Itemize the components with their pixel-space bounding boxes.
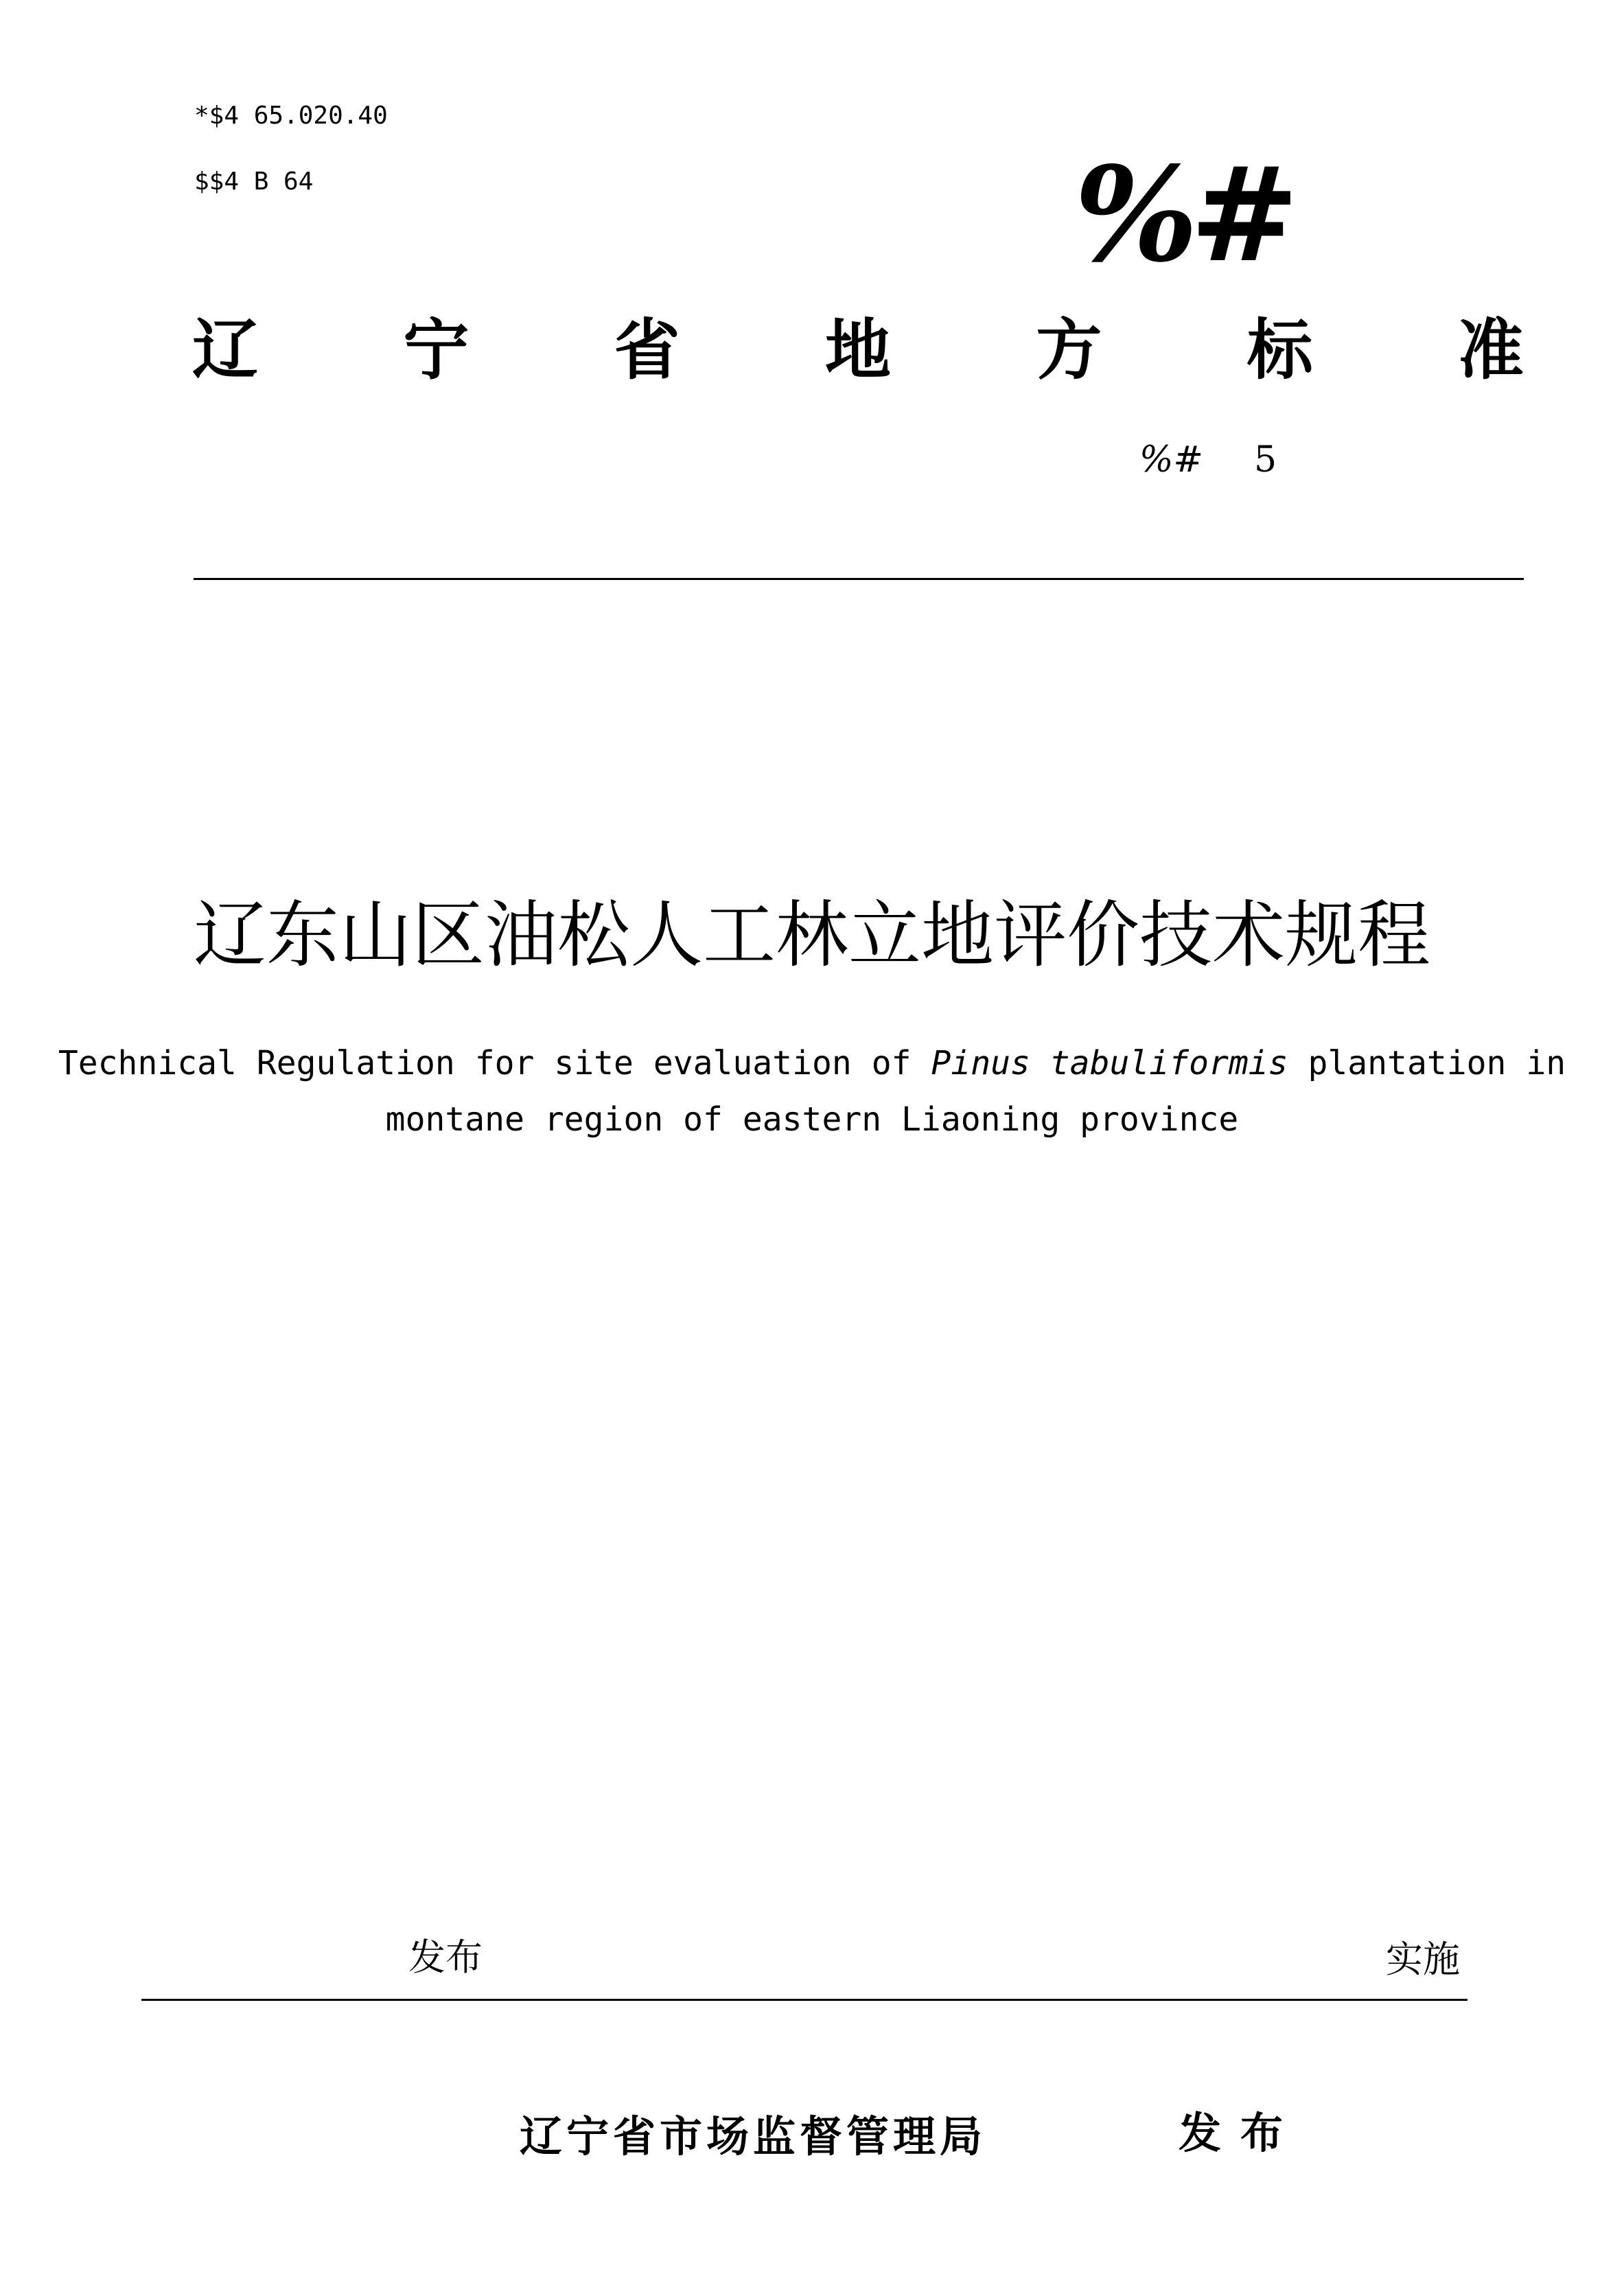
header-divider bbox=[194, 578, 1524, 580]
issuing-action: 发布 bbox=[1179, 2108, 1303, 2158]
ics-code: *$4 65.020.40 bbox=[194, 102, 388, 130]
footer-divider bbox=[141, 1999, 1468, 2001]
implementation-date-label: 实施 bbox=[1386, 1938, 1460, 1981]
standard-number-value: 5 bbox=[1253, 439, 1277, 480]
document-title-english bbox=[0, 1035, 1624, 1148]
issuing-authority: 辽宁省市场监督管理局 bbox=[520, 2111, 987, 2161]
standard-type-heading bbox=[192, 309, 1524, 391]
standard-type-char: 辽 bbox=[192, 312, 258, 389]
standard-type-char: 方 bbox=[1036, 312, 1102, 389]
standard-type-char: 准 bbox=[1457, 312, 1524, 389]
standard-type-char: 地 bbox=[824, 312, 891, 389]
english-title-part-1: Technical Regulation for site evaluation of bbox=[58, 1044, 931, 1082]
standard-number bbox=[1139, 439, 1277, 480]
issue-date-label: 发布 bbox=[408, 1936, 483, 1979]
english-title-part-2: plantation in montane region of eastern Liaoning province bbox=[385, 1044, 1566, 1139]
species-name: Pinus tabuliformis bbox=[931, 1044, 1288, 1082]
standard-number-prefix: %# bbox=[1139, 439, 1203, 480]
ccs-code: $$4 B 64 bbox=[194, 167, 314, 196]
standard-type-char: 省 bbox=[614, 312, 680, 389]
standard-type-char: 宁 bbox=[403, 312, 469, 389]
db-standard-logo: %# bbox=[1074, 138, 1291, 291]
standard-type-char: 标 bbox=[1246, 312, 1313, 389]
document-title-chinese: 辽东山区油松人工林立地评价技术规程 bbox=[194, 893, 1430, 977]
